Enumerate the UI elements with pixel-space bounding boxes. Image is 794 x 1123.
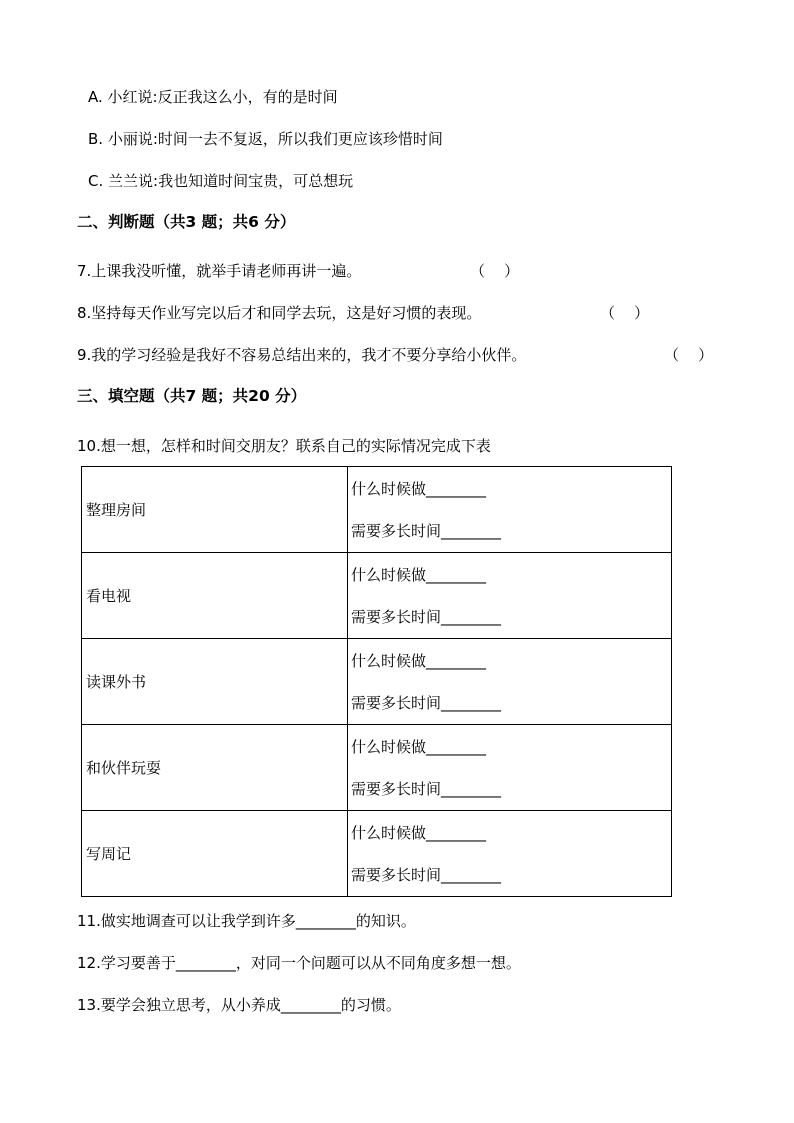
duration-blank: 需要多长时间________ [351, 607, 502, 626]
table-row [82, 725, 672, 811]
answer-cell [348, 811, 672, 897]
answer-cell [348, 639, 672, 725]
answer-cell [348, 553, 672, 639]
question-7: 7.上课我没听懂，就举手请老师再讲一遍。 [77, 262, 362, 280]
option-c: C. 兰兰说:我也知道时间宝贵，可总想玩 [88, 172, 354, 190]
option-a: A. 小红说:反正我这么小，有的是时间 [88, 88, 338, 106]
when-blank: 什么时候做________ [351, 479, 487, 498]
duration-blank: 需要多长时间________ [351, 865, 502, 884]
question-12: 12.学习要善于________，对同一个问题可以从不同角度多想一想。 [77, 954, 521, 972]
activity-cell: 写周记 [82, 811, 348, 897]
question-11: 11.做实地调查可以让我学到许多________的知识。 [77, 912, 416, 930]
when-blank: 什么时候做________ [351, 823, 487, 842]
option-b: B. 小丽说:时间一去不复返，所以我们更应该珍惜时间 [88, 130, 443, 148]
question-8: 8.坚持每天作业写完以后才和同学去玩，这是好习惯的表现。 [77, 304, 482, 322]
activity-cell: 和伙伴玩耍 [82, 725, 348, 811]
answer-cell [348, 467, 672, 553]
answer-cell [348, 725, 672, 811]
section-title-fill-in: 三、填空题（共7 题；共20 分） [77, 387, 307, 405]
section-title-judgement: 二、判断题（共3 题；共6 分） [77, 213, 296, 231]
question-7-answer-paren: （ ） [470, 262, 520, 280]
question-10: 10.想一想，怎样和时间交朋友？联系自己的实际情况完成下表 [77, 437, 491, 455]
duration-blank: 需要多长时间________ [351, 521, 502, 540]
activity-cell: 看电视 [82, 553, 348, 639]
when-blank: 什么时候做________ [351, 737, 487, 756]
question-13: 13.要学会独立思考，从小养成________的习惯。 [77, 996, 401, 1014]
when-blank: 什么时候做________ [351, 651, 487, 670]
time-plan-table [81, 466, 672, 897]
when-blank: 什么时候做________ [351, 565, 487, 584]
table-row [82, 467, 672, 553]
activity-cell: 整理房间 [82, 467, 348, 553]
table-row [82, 639, 672, 725]
question-8-answer-paren: （ ） [600, 304, 650, 322]
duration-blank: 需要多长时间________ [351, 693, 502, 712]
question-9: 9.我的学习经验是我好不容易总结出来的，我才不要分享给小伙伴。 [77, 346, 527, 364]
activity-cell: 读课外书 [82, 639, 348, 725]
table-row [82, 811, 672, 897]
question-9-answer-paren: （ ） [664, 346, 714, 364]
table-row [82, 553, 672, 639]
duration-blank: 需要多长时间________ [351, 779, 502, 798]
